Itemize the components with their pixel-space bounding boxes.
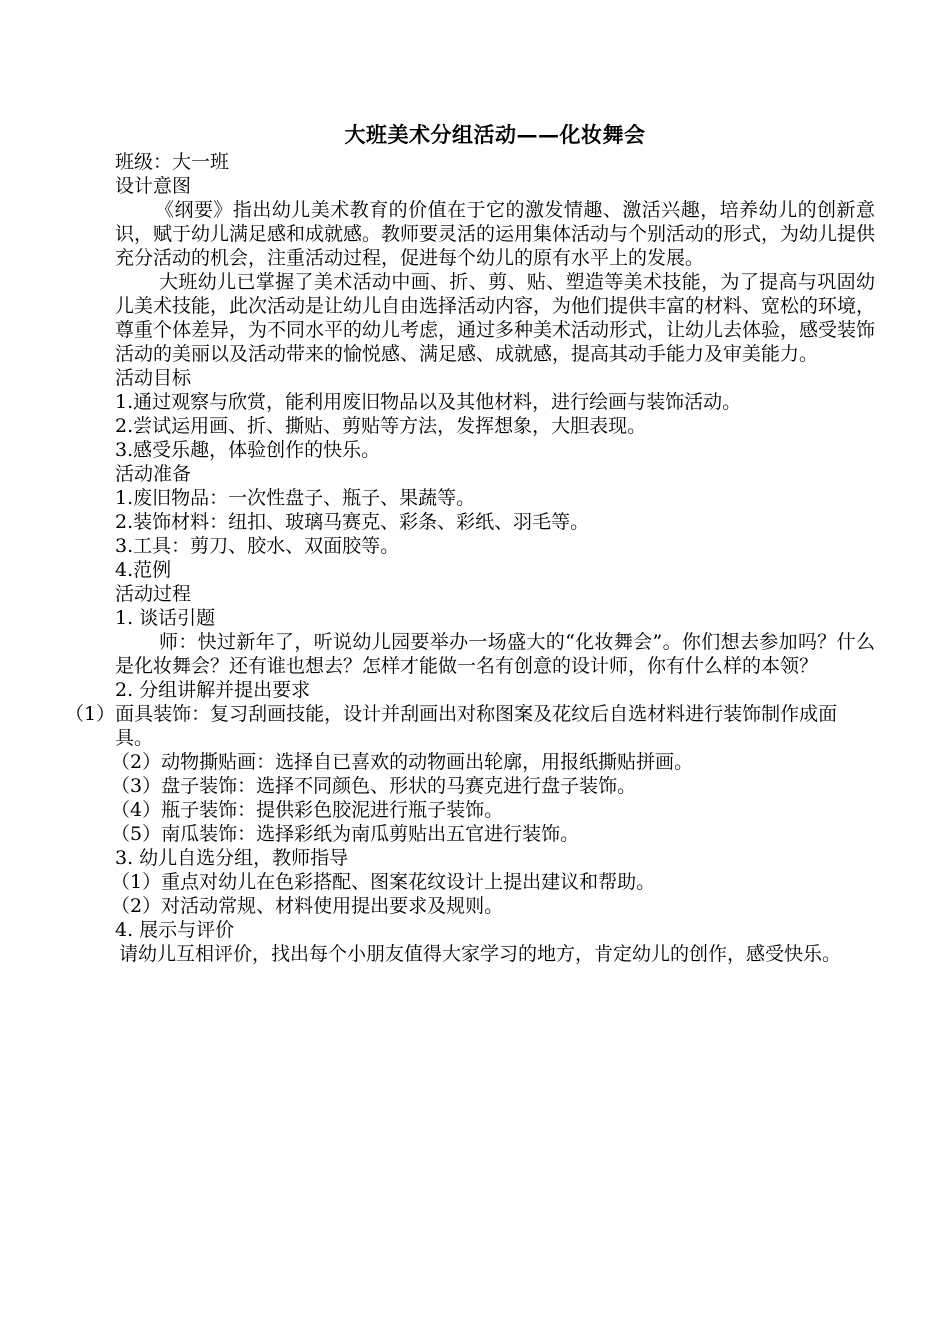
step-3-item: （2）对活动常规、材料使用提出要求及规则。: [111, 895, 504, 917]
design-heading: 设计意图: [115, 175, 192, 197]
step-3-item: （1）重点对幼儿在色彩搭配、图案花纹设计上提出建议和帮助。: [111, 871, 656, 893]
class-line: 班级：大一班: [115, 151, 230, 173]
step-1-text: 师：快过新年了，听说幼儿园要举办一场盛大的“化妆舞会”。你们想去参加吗？什么是化妆舞会？还有谁也想去？怎样才能做一名有创意的设计师，你有什么样的本领？: [115, 631, 875, 677]
step-2-title: 2. 分组讲解并提出要求: [115, 679, 311, 701]
design-paragraph-1: 《纲要》指出幼儿美术教育的价值在于它的激发情趣、激活兴趣，培养幼儿的创新意识，赋于幼儿满足感和成就感。教师要灵活的运用集体活动与个别活动的形式，为幼儿提供充分活动的机会，注重活动过程，促进每个幼儿的原有水平上的发展。: [115, 199, 876, 269]
goal-item: 1.通过观察与欣赏，能利用废旧物品以及其他材料，进行绘画与装饰活动。: [115, 391, 742, 413]
step-2-item: （5）南瓜装饰：选择彩纸为南瓜剪贴出五官进行装饰。: [111, 823, 580, 845]
step-2-item: （4）瓶子装饰：提供彩色胶泥进行瓶子装饰。: [111, 799, 504, 821]
step-2-item: （1）面具装饰：复习刮画技能，设计并刮画出对称图案及花纹后自选材料进行装饰制作成面具。: [65, 703, 838, 749]
step-3-title: 3. 幼儿自选分组，教师指导: [115, 847, 349, 869]
prep-heading: 活动准备: [115, 463, 192, 485]
step-4-title: 4. 展示与评价: [115, 919, 235, 941]
prep-item: 4.范例: [115, 559, 172, 581]
prep-item: 2.装饰材料：纽扣、玻璃马赛克、彩条、彩纸、羽毛等。: [115, 511, 590, 533]
step-2-item: （3）盘子装饰：选择不同颜色、形状的马赛克进行盘子装饰。: [111, 775, 637, 797]
prep-item: 1.废旧物品：一次性盘子、瓶子、果蔬等。: [115, 487, 476, 509]
step-2-item: （2）动物撕贴画：选择自已喜欢的动物画出轮廓，用报纸撕贴拼画。: [111, 751, 694, 773]
document-body: [65, 150, 876, 966]
process-heading: 活动过程: [115, 583, 192, 605]
document-title: 大班美术分组活动——化妆舞会: [344, 122, 646, 147]
step-4-text: 请幼儿互相评价，找出每个小朋友值得大家学习的地方，肯定幼儿的创作，感受快乐。: [119, 943, 842, 965]
design-paragraph-2: 大班幼儿已掌握了美术活动中画、折、剪、贴、塑造等美术技能，为了提高与巩固幼儿美术技能，此次活动是让幼儿自由选择活动内容，为他们提供丰富的材料、宽松的环境，尊重个体差异，为不同水平的幼儿考虑，通过多种美术活动形式，让幼儿去体验，感受装饰活动的美丽以及活动带来的愉悦感、满足感、成就感，提高其动手能力及审美能力。: [115, 271, 876, 365]
prep-item: 3.工具：剪刀、胶水、双面胶等。: [115, 535, 400, 557]
goals-heading: 活动目标: [115, 367, 192, 389]
goal-item: 3.感受乐趣，体验创作的快乐。: [115, 439, 381, 461]
step-1-title: 1. 谈话引题: [115, 607, 216, 629]
goal-item: 2.尝试运用画、折、撕贴、剪贴等方法，发挥想象，大胆表现。: [115, 415, 647, 437]
